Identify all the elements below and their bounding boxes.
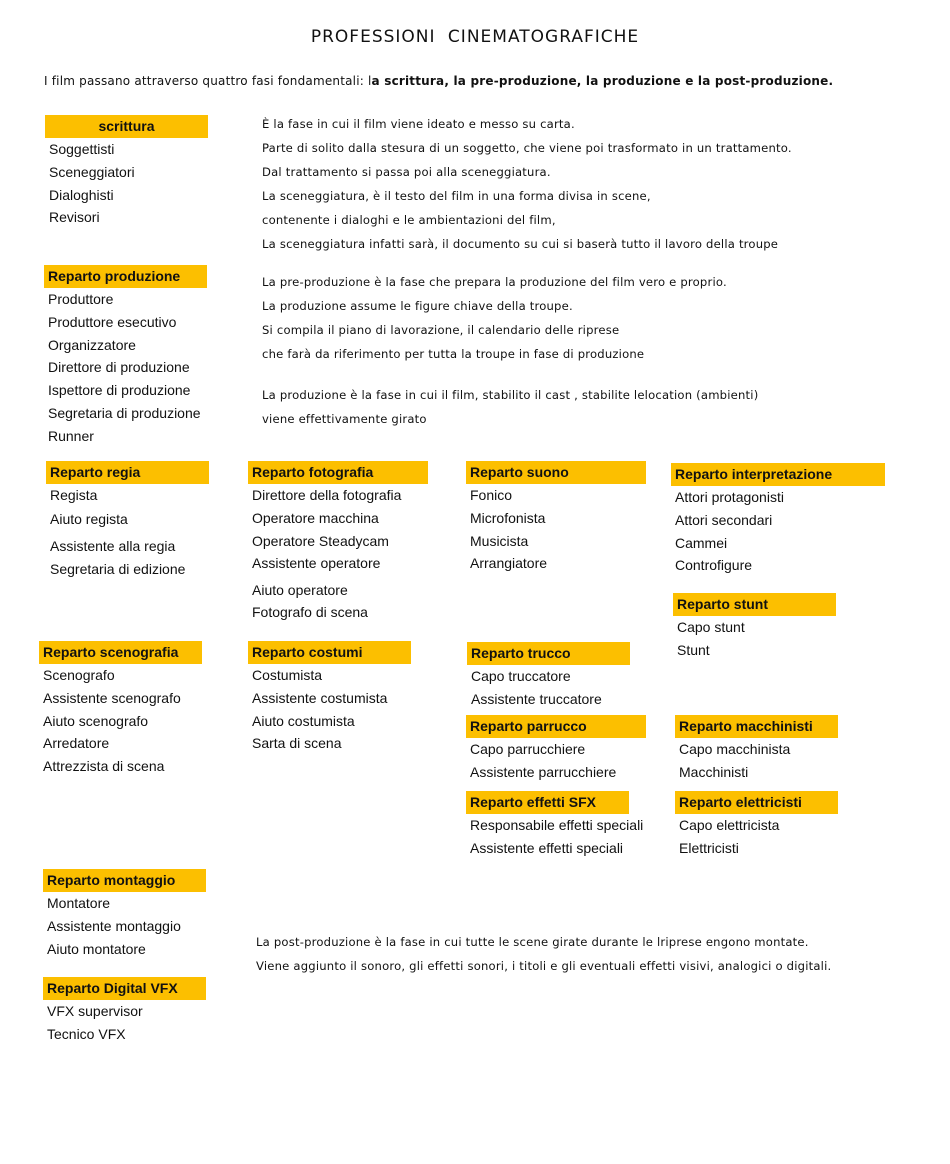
dept-title: Reparto elettricisti (675, 791, 838, 814)
paragraph-postproduzione (256, 930, 831, 978)
dept-item: Elettricisti (679, 839, 739, 856)
dept-item: Scenografo (43, 667, 115, 683)
dept-item: Sceneggiatori (49, 163, 135, 180)
dept-title: Reparto scenografia (39, 641, 202, 664)
dept-item: Stunt (677, 641, 710, 658)
dept-title: Reparto suono (466, 461, 646, 484)
dept-item: Direttore della fotografia (252, 487, 402, 503)
paragraph-line: Parte di solito dalla stesura di un soggetto, che viene poi trasformato in un trattamento. (262, 141, 792, 155)
paragraph-line: È la fase in cui il film viene ideato e messo su carta. (262, 117, 575, 131)
dept-title: Reparto montaggio (43, 869, 206, 892)
dept-title: scrittura (45, 115, 208, 138)
dept-fotografia (248, 461, 428, 624)
dept-item: Cammei (675, 534, 728, 551)
dept-interpretazione (671, 463, 885, 577)
dept-title: Reparto parrucco (466, 715, 646, 738)
dept-item: Fotografo di scena (252, 604, 368, 621)
dept-item: Arrangiatore (470, 555, 548, 572)
dept-item: Produttore esecutivo (48, 313, 177, 330)
dept-item: Microfonista (470, 509, 546, 526)
dept-trucco (467, 642, 630, 711)
dept-title: Reparto macchinisti (675, 715, 838, 738)
dept-item: Soggettisti (49, 141, 115, 157)
dept-title: Reparto interpretazione (671, 463, 885, 486)
dept-title: Reparto stunt (673, 593, 836, 616)
dept-item: Responsabile effetti speciali (470, 817, 644, 833)
dept-item: Assistente costumista (252, 689, 388, 706)
paragraph-line: viene effettivamente girato (262, 412, 427, 426)
dept-title: Reparto regia (46, 461, 209, 484)
paragraph-produzione (262, 383, 758, 431)
dept-item: Assistente parrucchiere (470, 763, 617, 780)
dept-item: Operatore Steadycam (252, 532, 389, 549)
dept-suono (466, 461, 646, 575)
dept-item: Costumista (252, 667, 323, 683)
dept-item: Aiuto operatore (252, 582, 348, 599)
dept-item: Direttore di produzione (48, 359, 190, 376)
paragraph-line: La pre-produzione è la fase che prepara la produzione del film vero e proprio. (262, 275, 727, 289)
dept-item: Produttore (48, 291, 114, 307)
dept-item: Aiuto montatore (47, 940, 146, 957)
paragraph-line: La post-produzione è la fase in cui tutte le scene girate durante le lriprese engono montate. (256, 935, 809, 949)
dept-item: Assistente truccatore (471, 690, 602, 707)
dept-title: Reparto effetti SFX (466, 791, 629, 814)
paragraph-line: contenente i dialoghi e le ambientazioni del film, (262, 213, 556, 227)
dept-item: Capo stunt (677, 619, 745, 635)
dept-item: Sarta di scena (252, 735, 342, 752)
dept-macchinisti (675, 715, 838, 784)
dept-title: Reparto Digital VFX (43, 977, 206, 1000)
dept-item: Capo elettricista (679, 817, 780, 833)
dept-costumi (248, 641, 411, 755)
dept-item: Capo parrucchiere (470, 741, 586, 757)
dept-item: Dialoghisti (49, 186, 114, 203)
dept-title: Reparto produzione (44, 265, 207, 288)
dept-regia (46, 461, 209, 581)
dept-item: Attori secondari (675, 511, 773, 528)
dept-item: Attori protagonisti (675, 489, 784, 505)
dept-item: Regista (50, 487, 98, 503)
dept-montaggio (43, 869, 206, 960)
dept-item: Assistente montaggio (47, 917, 181, 934)
dept-item: Aiuto costumista (252, 712, 355, 729)
intro-bold: a scrittura, la pre-produzione, la produzione e la post-produzione. (371, 74, 834, 88)
dept-item: Segretaria di produzione (48, 404, 201, 421)
dept-item: VFX supervisor (47, 1003, 143, 1019)
dept-item: Operatore macchina (252, 509, 379, 526)
dept-item: Arredatore (43, 735, 110, 752)
dept-item: Capo truccatore (471, 668, 571, 684)
dept-item: Musicista (470, 532, 529, 549)
dept-item: Controfigure (675, 557, 753, 574)
dept-scenografia (39, 641, 202, 778)
dept-item: Montatore (47, 895, 111, 911)
dept-item: Capo macchinista (679, 741, 791, 757)
dept-item: Revisori (49, 209, 100, 226)
dept-item: Assistente scenografo (43, 689, 181, 706)
dept-produzione (44, 265, 207, 448)
page-title: PROFESSIONI CINEMATOGRAFICHE (310, 27, 640, 47)
dept-parrucco (466, 715, 646, 784)
dept-item: Organizzatore (48, 336, 136, 353)
paragraph-line: La produzione assume le figure chiave della troupe. (262, 299, 573, 313)
dept-item: Ispettore di produzione (48, 382, 191, 399)
dept-item: Aiuto scenografo (43, 712, 149, 729)
paragraph-line: La produzione è la fase in cui il film, stabilito il cast , stabilite lelocation (ambienti) (262, 388, 759, 402)
dept-item: Fonico (470, 487, 513, 503)
dept-item: Segretaria di edizione (50, 560, 186, 577)
dept-item: Runner (48, 427, 94, 444)
paragraph-scrittura (262, 112, 792, 256)
paragraph-line: La sceneggiatura, è il testo del film in una forma divisa in scene, (262, 189, 651, 203)
dept-item: Attrezzista di scena (43, 758, 165, 775)
dept-stunt (673, 593, 836, 662)
paragraph-line: che farà da riferimento per tutta la troupe in fase di produzione (262, 347, 645, 361)
intro-text (44, 74, 833, 88)
paragraph-preproduzione (262, 270, 727, 366)
dept-digital-vfx (43, 977, 206, 1046)
paragraph-line: Dal trattamento si passa poi alla sceneggiatura. (262, 165, 551, 179)
dept-item: Assistente operatore (252, 555, 381, 572)
dept-effetti-sfx (466, 791, 643, 860)
dept-scrittura (45, 115, 208, 229)
dept-elettricisti (675, 791, 838, 860)
dept-item: Tecnico VFX (47, 1025, 126, 1042)
dept-item: Assistente effetti speciali (470, 839, 624, 856)
paragraph-line: La sceneggiatura infatti sarà, il documento su cui si baserà tutto il lavoro della troupe (262, 237, 779, 251)
paragraph-line: Viene aggiunto il sonoro, gli effetti sonori, i titoli e gli eventuali effetti visivi, analogici o digitali. (256, 959, 832, 973)
intro-normal: I film passano attraverso quattro fasi fondamentali: l (44, 74, 372, 88)
dept-item: Aiuto regista (50, 510, 128, 527)
dept-title: Reparto costumi (248, 641, 411, 664)
dept-item: Macchinisti (679, 763, 749, 780)
dept-title: Reparto trucco (467, 642, 630, 665)
dept-title: Reparto fotografia (248, 461, 428, 484)
paragraph-line: Si compila il piano di lavorazione, il calendario delle riprese (262, 323, 620, 337)
dept-item: Assistente alla regia (50, 537, 176, 554)
